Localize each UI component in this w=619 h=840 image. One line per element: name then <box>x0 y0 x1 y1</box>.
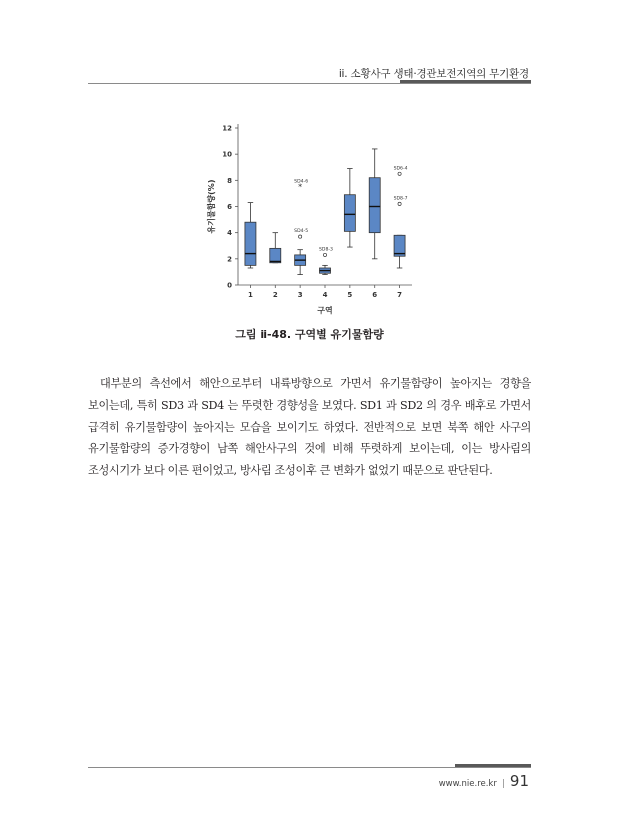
outlier-label: SD6-4 <box>393 166 408 172</box>
outlier-circle <box>398 202 401 205</box>
y-tick-label: 2 <box>227 255 232 264</box>
footer-rule-thin <box>88 767 531 768</box>
header-rule-thin <box>88 83 531 84</box>
y-tick-label: 12 <box>222 124 232 133</box>
x-tick-label: 1 <box>247 291 253 299</box>
figure-caption: 그림 ⅱ-48. 구역별 유기물함량 <box>235 328 384 341</box>
footer-separator: | <box>501 779 505 789</box>
x-tick-label: 2 <box>272 291 278 299</box>
body-paragraph: 대부분의 측선에서 해안으로부터 내륙방향으로 가면서 유기물함량이 높아지는 경향을 보이는데, 특히 SD3 과 SD4 는 뚜렷한 경향성을 보였다. SD1 과 SD2 의 경우 배후로 가면서 급격히 유기물함량이 높아지는 모습을 보이기도 하였다. 전반적으로 보면 북쪽 해안 사구의 유기물함량의 증가경향이 남쪽 해안사구의 것에 비해 뚜렷하게 보이는데, 이는 방사림의 조성시기가 보다 이른 편이었고, 방사림 조성이후 큰 변화가 없었기 때문으로 판단된다. <box>88 377 531 478</box>
y-tick-label: 4 <box>227 229 232 238</box>
running-header: ii. 소황사구 생태·경관보전지역의 무기환경 <box>338 68 529 80</box>
page-number: 91 <box>509 772 529 790</box>
page-footer <box>439 772 529 790</box>
boxplot-figure <box>200 118 420 318</box>
boxplot-chart <box>200 118 420 318</box>
box-6 <box>369 178 380 233</box>
footer-rule-thick <box>455 764 531 767</box>
box-1 <box>245 222 256 265</box>
y-axis-label: 유기물함량(%) <box>207 179 216 234</box>
outlier-label: SD4-5 <box>294 229 309 235</box>
outlier-label: SD8-7 <box>393 196 408 202</box>
outlier-circle <box>299 235 302 238</box>
x-axis-label: 구역 <box>317 306 333 315</box>
outlier-label: SD8-3 <box>319 247 333 253</box>
footer-url: www.nie.re.kr <box>438 779 497 789</box>
y-tick-label: 8 <box>227 176 232 185</box>
box-5 <box>344 195 355 232</box>
y-tick-label: 0 <box>227 281 232 290</box>
y-tick-label: 6 <box>227 203 232 211</box>
x-tick-label: 7 <box>397 291 403 299</box>
outlier-circle <box>398 172 401 175</box>
outlier-label: SD4-6 <box>294 179 309 185</box>
box-2 <box>270 248 281 262</box>
y-tick-label: 10 <box>222 150 232 159</box>
x-tick-label: 6 <box>372 291 378 299</box>
outlier-star: * <box>298 182 303 192</box>
outlier-circle <box>323 253 326 256</box>
x-tick-label: 3 <box>297 291 303 299</box>
x-tick-label: 5 <box>347 291 353 299</box>
x-tick-label: 4 <box>322 291 328 299</box>
